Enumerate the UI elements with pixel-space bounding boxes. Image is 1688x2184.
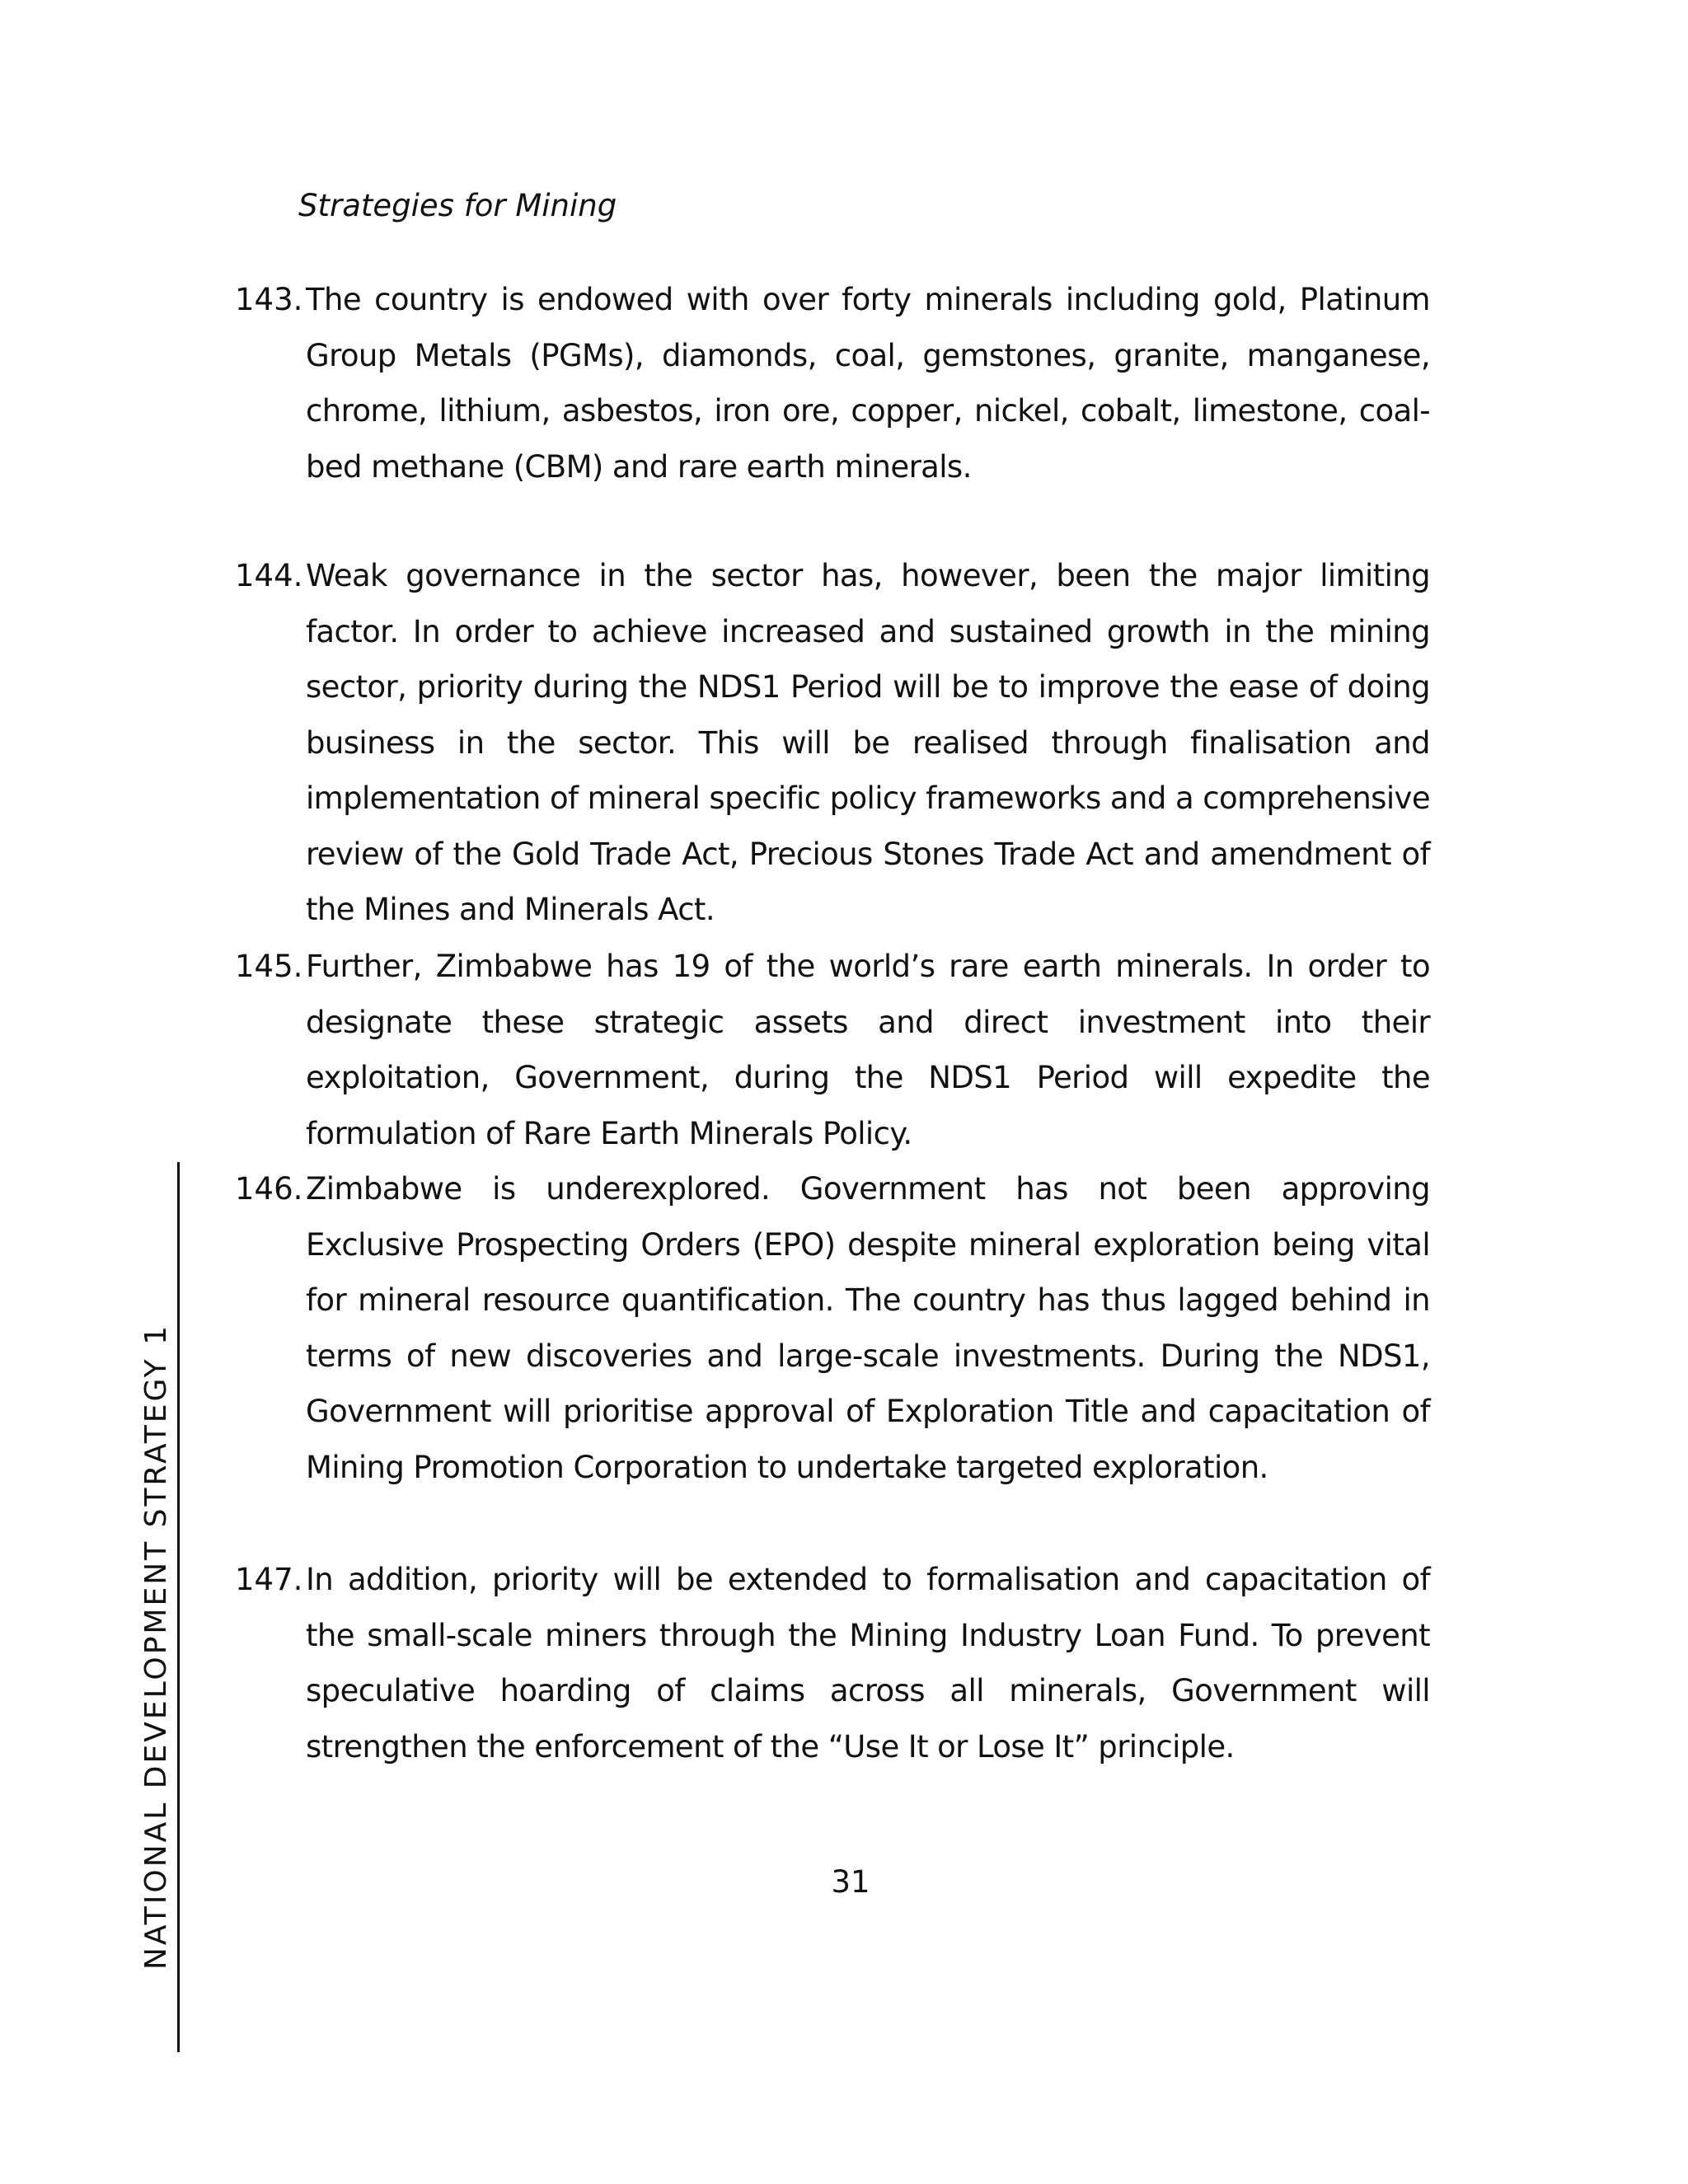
paragraph-147 bbox=[235, 1552, 1430, 1774]
paragraph-text: Further, Zimbabwe has 19 of the world’s rare earth minerals. In order to designate these strategic assets and direct investment into their exploitation, Government, during the NDS1 Period will expedite the formulation of Rare Earth Minerals Policy. bbox=[306, 949, 1430, 1151]
section-title: Strategies for Mining bbox=[298, 188, 617, 223]
paragraph-144 bbox=[235, 548, 1430, 938]
paragraph-number: 146. bbox=[235, 1171, 303, 1207]
paragraph-number: 143. bbox=[235, 282, 303, 317]
paragraph-143 bbox=[235, 272, 1430, 494]
paragraph-number: 147. bbox=[235, 1562, 303, 1597]
side-running-title: NATIONAL DEVELOPMENT STRATEGY 1 bbox=[139, 1324, 173, 1970]
paragraph-text: Zimbabwe is underexplored. Government has not been approving Exclusive Prospecting Orders (EPO) despite mineral exploration being vital for mineral resource quantification. The country has thus lagged behind in terms of new discoveries and large-scale investments. During the NDS1, Government will prioritise approval of Exploration Title and capacitation of Mining Promotion Corporation to undertake targeted exploration. bbox=[306, 1171, 1430, 1485]
paragraph-number: 144. bbox=[235, 558, 303, 593]
paragraph-145 bbox=[235, 939, 1430, 1161]
paragraph-146 bbox=[235, 1161, 1430, 1495]
paragraph-number: 145. bbox=[235, 949, 303, 984]
paragraph-text: The country is endowed with over forty minerals including gold, Platinum Group Metals (PGMs), diamonds, coal, gemstones, granite, manganese, chrome, lithium, asbestos, iron ore, copper, nickel, cobalt, limestone, coal-bed methane (CBM) and rare earth minerals. bbox=[306, 282, 1430, 485]
paragraph-text: In addition, priority will be extended to formalisation and capacitation of the small-scale miners through the Mining Industry Loan Fund. To prevent speculative hoarding of claims across all minerals, Government will strengthen the enforcement of the “Use It or Lose It” principle. bbox=[306, 1562, 1430, 1765]
side-divider-line bbox=[177, 1162, 180, 2052]
paragraph-text: Weak governance in the sector has, however, been the major limiting factor. In order to achieve increased and sustained growth in the mining sector, priority during the NDS1 Period will be to improve the ease of doing business in the sector. This will be realised through finalisation and implementation of mineral specific policy frameworks and a comprehensive review of the Gold Trade Act, Precious Stones Trade Act and amendment of the Mines and Minerals Act. bbox=[306, 558, 1430, 927]
page-number: 31 bbox=[831, 1864, 870, 1900]
